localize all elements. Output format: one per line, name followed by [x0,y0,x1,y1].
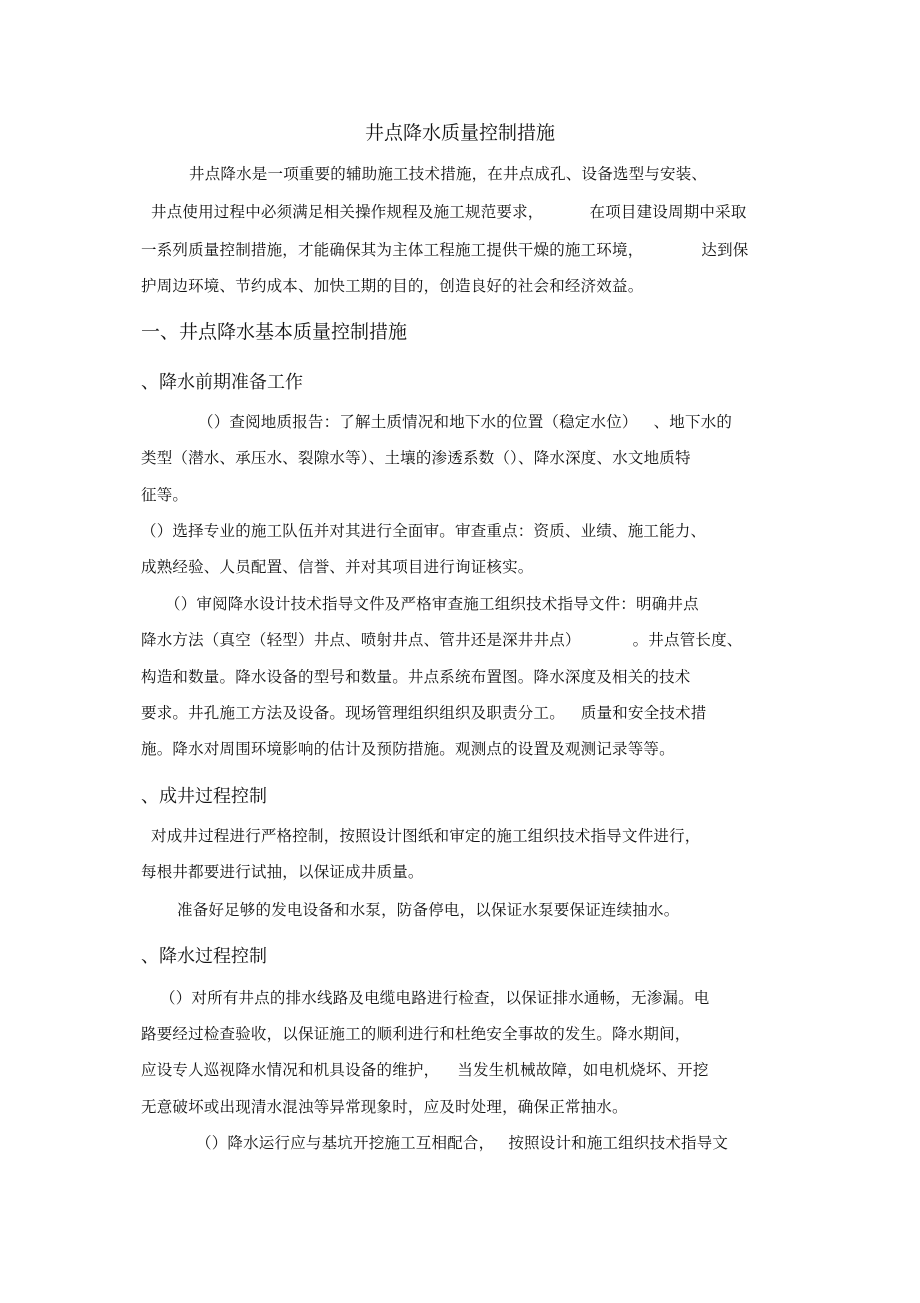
paragraph-line-part-a: （）查阅地质报告：了解土质情况和地下水的位置（稳定水位） [198,413,638,431]
intro-line-2 [151,202,747,222]
paragraph-line: （）审阅降水设计技术指导文件及严格审查施工组织技术指导文件：明确井点 [165,595,699,613]
subsection-heading-3: 、降水过程控制 [141,946,267,967]
paragraph-line: 构造和数量。降水设备的型号和数量。井点系统布置图。降水深度及相关的技术 [141,668,691,686]
paragraph-line: 准备好足够的发电设备和水泵，防备停电，以保证水泵要保证连续抽水。 [177,901,680,919]
paragraph-line-part-a: （）降水运行应与基坑开挖施工互相配合， [196,1134,495,1152]
paragraph-line [141,1060,709,1080]
intro-line-3-part-a: 一系列质量控制措施，才能确保其为主体工程施工提供干燥的施工环境， [141,241,644,259]
paragraph-line: 类型（潜水、承压水、裂隙水等）、土壤的渗透系数（）、降水深度、水文地质特 [141,449,691,467]
paragraph-line: 征等。 [141,486,189,504]
paragraph-line: 每根井都要进行试抽，以保证成井质量。 [141,863,424,881]
paragraph-line-part-a: 降水方法（真空（轻型）井点、喷射井点、管井还是深井井点） [141,631,581,649]
subsection-heading-1: 、降水前期准备工作 [141,372,303,393]
intro-line-3-part-b: 达到保 [701,241,749,259]
section-heading-1: 一、井点降水基本质量控制措施 [141,321,408,343]
intro-line-4: 护周边环境、节约成本、加快工期的目的，创造良好的社会和经济效益。 [141,277,644,295]
paragraph-line-part-b: 、地下水的 [653,413,733,431]
intro-line-2-part-a: 井点使用过程中必须满足相关操作规程及施工规范要求， [151,203,544,221]
page-title: 井点降水质量控制措施 [364,122,555,144]
paragraph-line-part-a: 要求。井孔施工方法及设备。现场管理组织组织及职责分工。 [141,704,565,722]
paragraph-line-part-b: 当发生机械故障，如电机烧坏、开挖 [457,1061,709,1079]
paragraph-line: 施。降水对周围环境影响的估计及预防措施。观测点的设置及观测记录等等。 [141,740,675,758]
paragraph-line [198,412,732,432]
paragraph-line: 成熟经验、人员配置、信誉、并对其项目进行询证核实。 [141,558,534,576]
paragraph-line-part-b: 质量和安全技术措 [580,704,707,722]
intro-line-1: 井点降水是一项重要的辅助施工技术措施，在井点成孔、设备选型与安装、 [189,165,708,183]
paragraph-line: （）对所有井点的排水线路及电缆电路进行检查，以保证排水通畅，无渗漏。电 [160,989,710,1007]
paragraph-line-part-a: 应设专人巡视降水情况和机具设备的维护， [141,1061,440,1079]
intro-line-2-part-b: 在项目建设周期中采取 [589,203,747,221]
paragraph-line-part-b: 按照设计和施工组织技术指导文 [508,1134,729,1152]
paragraph-line-part-b: 。井点管长度、 [632,631,743,649]
paragraph-line [141,703,707,723]
paragraph-line: （）选择专业的施工队伍并对其进行全面审。审查重点：资质、业绩、施工能力、 [141,522,707,540]
paragraph-line: 无意破坏或出现清水混浊等异常现象时，应及时处理，确保正常抽水。 [141,1098,628,1116]
subsection-heading-2: 、成井过程控制 [141,786,267,807]
paragraph-line [141,630,743,650]
paragraph-line: 路要经过检查验收，以保证施工的顺利进行和杜绝安全事故的发生。降水期间， [141,1025,691,1043]
paragraph-line [196,1133,728,1153]
paragraph-line: 对成井过程进行严格控制，按照设计图纸和审定的施工组织技术指导文件进行， [151,827,701,845]
intro-line-3 [141,240,749,260]
